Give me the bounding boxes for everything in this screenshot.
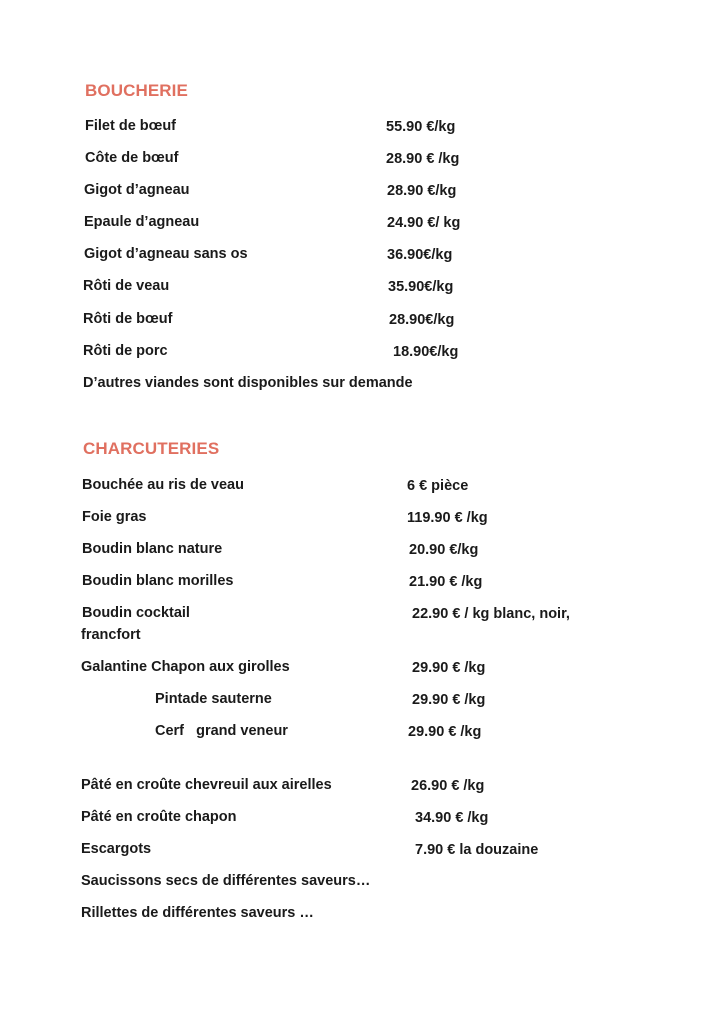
charcuterie-item-name: Pintade sauterne <box>155 691 272 707</box>
boucherie-item-name: Epaule d’agneau <box>84 214 200 230</box>
charcuterie-item-name: Boudin cocktail <box>82 605 190 621</box>
charcuterie-item-price: 6 € pièce <box>407 478 469 494</box>
charcuterie-item-name: Escargots <box>81 841 152 857</box>
charcuterie-item-name: Galantine Chapon aux girolles <box>81 659 290 675</box>
charcuterie-item-name: Pâté en croûte chevreuil aux airelles <box>81 777 332 793</box>
charcuterie-item-price: 7.90 € la douzaine <box>415 842 539 858</box>
charcuterie-item-name: francfort <box>81 627 141 643</box>
boucherie-item-price: 28.90 € /kg <box>386 151 460 167</box>
boucherie-item-price: 55.90 €/kg <box>386 119 456 135</box>
boucherie-item-name: Rôti de bœuf <box>83 311 173 327</box>
charcuterie-item-price: 119.90 € /kg <box>407 510 488 526</box>
charcuterie-item-name: Saucissons secs de différentes saveurs… <box>81 873 371 889</box>
boucherie-heading: BOUCHERIE <box>85 81 188 100</box>
charcuterie-item-name: Boudin blanc morilles <box>82 573 234 589</box>
charcuterie-item-price: 29.90 € /kg <box>412 660 486 676</box>
boucherie-item-name: Filet de bœuf <box>85 118 177 134</box>
charcuterie-item-name: Cerf grand veneur <box>155 723 288 739</box>
charcuterie-item-price: 20.90 €/kg <box>409 542 479 558</box>
charcuterie-item-name: Foie gras <box>82 509 147 525</box>
boucherie-item-price: 35.90€/kg <box>388 279 454 295</box>
charcuterie-item-name: Boudin blanc nature <box>82 541 223 557</box>
charcuterie-item-name: Bouchée au ris de veau <box>82 477 244 493</box>
boucherie-item-name: Rôti de porc <box>83 343 168 359</box>
boucherie-note: D’autres viandes sont disponibles sur demande <box>83 375 413 391</box>
boucherie-item-price: 24.90 €/ kg <box>387 215 461 231</box>
boucherie-item-price: 28.90€/kg <box>389 312 455 328</box>
charcuterie-item-price: 26.90 € /kg <box>411 778 485 794</box>
charcuterie-item-price: 21.90 € /kg <box>409 574 483 590</box>
charcuterie-item-price: 29.90 € /kg <box>408 724 482 740</box>
charcuterie-item-price: 29.90 € /kg <box>412 692 486 708</box>
charcuterie-item-price: 34.90 € /kg <box>415 810 489 826</box>
boucherie-item-name: Côte de bœuf <box>85 150 179 166</box>
charcuteries-heading: CHARCUTERIES <box>83 439 220 458</box>
charcuterie-item-price: 22.90 € / kg blanc, noir, <box>412 606 570 622</box>
boucherie-item-name: Rôti de veau <box>83 278 170 294</box>
charcuterie-item-name: Rillettes de différentes saveurs … <box>81 905 314 921</box>
boucherie-item-price: 28.90 €/kg <box>387 183 457 199</box>
boucherie-item-price: 18.90€/kg <box>393 344 459 360</box>
boucherie-item-name: Gigot d’agneau sans os <box>84 246 248 262</box>
boucherie-item-price: 36.90€/kg <box>387 247 453 263</box>
charcuterie-item-name: Pâté en croûte chapon <box>81 809 237 825</box>
boucherie-item-name: Gigot d’agneau <box>84 182 190 198</box>
